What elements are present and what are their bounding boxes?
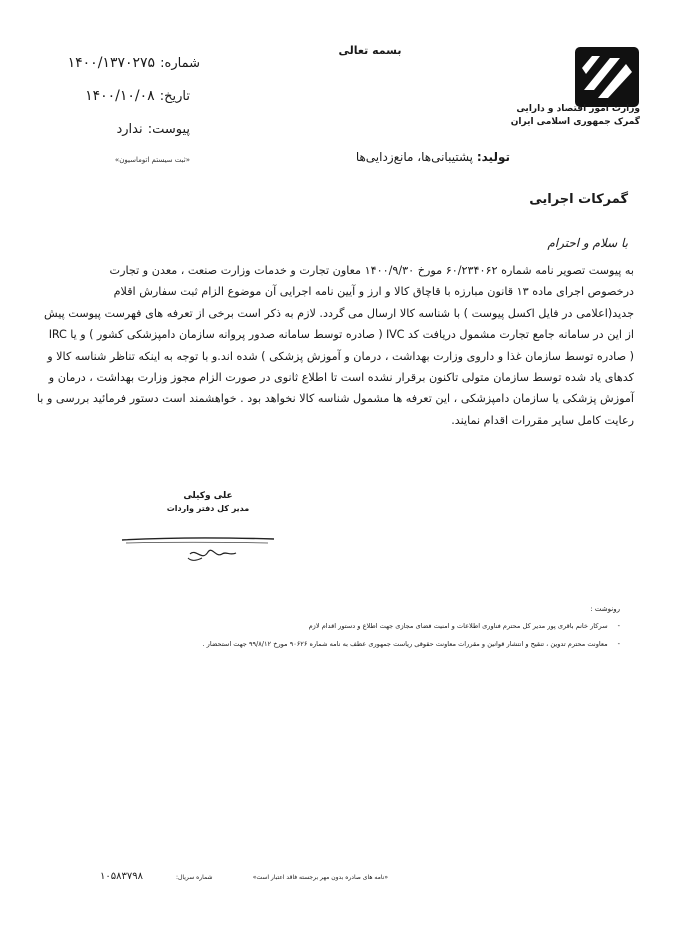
- subject: [356, 150, 510, 164]
- serial-value: ۱۰۵۸۳۷۹۸: [100, 871, 143, 882]
- system-tag: «ثبت سیستم اتوماسیون»: [114, 156, 190, 164]
- letter-date: [60, 85, 190, 104]
- cc-heading: رونوشت :: [590, 605, 620, 613]
- greeting: با سلام و احترام: [547, 236, 628, 250]
- footer-note: «نامه های صادره بدون مهر برجسته فاقد اعتبار است»: [252, 874, 388, 881]
- body-line: رعایت کامل سایر مقررات اقدام نمایند.: [451, 413, 634, 427]
- signer-name: علی وکیلی: [183, 491, 233, 501]
- body-line: کدهای یاد شده توسط سازمان متولی تاکنون برقرار نشده است تا اطلاع ثانوی در صورت الزام مجوز وزارت بهداشت ، درمان و: [48, 371, 634, 385]
- handwritten-signature-icon: [118, 518, 278, 566]
- customs-logo-icon: [574, 46, 640, 108]
- signer-title: مدیر کل دفتر واردات: [166, 504, 250, 513]
- attachment-value: ندارد: [116, 122, 143, 137]
- serial-label: شماره سریال:: [176, 874, 213, 881]
- addressee: گمرکات اجرایی: [529, 192, 628, 207]
- body-line: درخصوص اجرای ماده ۱۳ قانون مبارزه با قاچاق کالا و ارز و آیین نامه اجرایی آن موضوع الزام ثبت سفارش اقلام: [113, 285, 634, 299]
- cc-item: -سرکار خانم باقری پور مدیر کل محترم فناوری اطلاعات و امنیت فضای مجازی جهت اطلاع و دستور اقدام لازم: [308, 622, 620, 630]
- subject-label: تولید:: [476, 150, 510, 164]
- bismillah: بسمه تعالی: [338, 44, 402, 57]
- letter-attachment: [60, 118, 190, 137]
- body-line: به پیوست تصویر نامه شماره ۶۰/۲۳۴۰۶۲ مورخ ۱۴۰۰/۹/۳۰ معاون تجارت و خدمات وزارت صنعت ، معدن و تجارت: [109, 264, 634, 277]
- body-line: ( صادره توسط سازمان غذا و داروی وزارت بهداشت ، درمان و آموزش پزشکی ) شده اند.و با توجه به اینکه تناظر شناسه کالا و: [47, 349, 634, 363]
- customs-name: گمرک جمهوری اسلامی ایران: [510, 117, 640, 127]
- number-value: ۱۴۰۰/۱۳۷۰۲۷۵: [67, 55, 156, 71]
- cc-item-text: سرکار خانم باقری پور مدیر کل محترم فناوری اطلاعات و امنیت فضای مجازی جهت اطلاع و دستور اقدام لازم: [308, 622, 608, 630]
- letter-number: [60, 52, 200, 71]
- body-line: جدید(اعلامی در فایل اکسل پیوست ) با شناسه کالا ارسال می گردد. لازم به ذکر است برخی از تعرفه های فهرست پیوست پیش: [43, 306, 634, 320]
- date-label: تاریخ:: [159, 89, 190, 104]
- ministry-name: وزارت امور اقتصاد و دارایی: [516, 104, 640, 114]
- cc-item: -معاونت محترم تدوین ، تنقیح و انتشار قوانین و مقررات معاونت حقوقی ریاست جمهوری عطف به نامه شماره ۹۰۶۲۶ مورخ ۹۹/۸/۱۲ جهت استحضار .: [202, 640, 620, 648]
- date-value: ۱۴۰۰/۱۰/۰۸: [85, 88, 155, 104]
- cc-item-text: معاونت محترم تدوین ، تنقیح و انتشار قوانین و مقررات معاونت حقوقی ریاست جمهوری عطف به نامه شماره ۹۰۶۲۶ مورخ ۹۹/۸/۱۲ جهت استحضار .: [202, 640, 608, 648]
- subject-value: پشتیبانی‌ها، مانع‌زدایی‌ها: [355, 150, 473, 164]
- body-line: آموزش پزشکی یا سازمان دامپزشکی ، این تعرفه ها مشمول شناسه کالا نخواهد بود . خواهشمند است دستور فرمائید بررسی و با: [36, 392, 634, 406]
- letter-body: [36, 260, 634, 431]
- organization-name: [511, 103, 640, 129]
- body-line: از این در سامانه جامع تجارت مشمول دریافت کد IVC ( صادره توسط سامانه صدور پروانه سازمان دامپزشکی کشور ) و یا IRC: [48, 328, 634, 342]
- attachment-label: پیوست:: [147, 122, 190, 137]
- number-label: شماره:: [160, 56, 200, 71]
